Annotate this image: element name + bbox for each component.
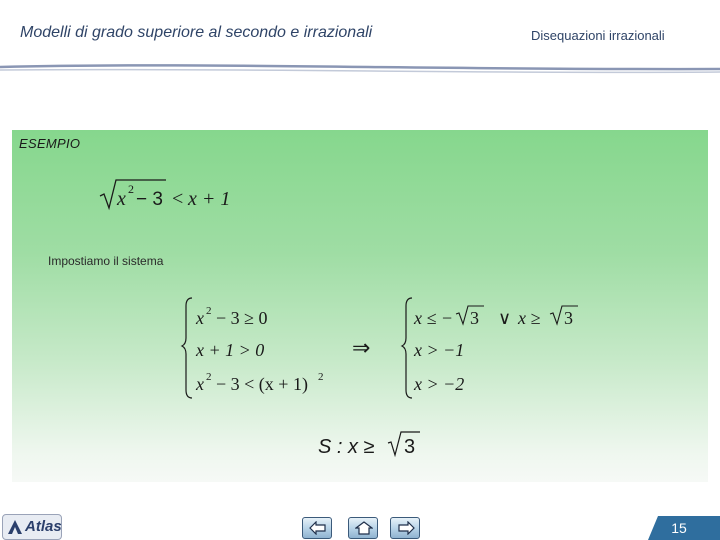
system-right-row-1-or: ∨ <box>498 308 512 328</box>
system-left-row-3-exp: 2 <box>206 371 212 383</box>
logo-text: Atlas <box>25 518 62 535</box>
radicand-rest: − 3 <box>136 189 163 210</box>
arrow-right-icon <box>397 521 415 535</box>
system-right-row-1-sqrt1: 3 <box>470 308 479 328</box>
home-icon <box>355 521 373 535</box>
page-number: 15 <box>671 520 687 536</box>
inequality-rhs: x + 1 <box>188 188 231 210</box>
solution <box>316 426 426 462</box>
system-right-row-1-sqrt2: 3 <box>564 308 573 328</box>
implies-symbol: ⇒ <box>352 335 371 360</box>
relation-sign: < <box>172 188 184 210</box>
atlas-logo <box>2 514 62 540</box>
system-right-row-1-part2: x ≥ <box>518 308 541 328</box>
intro-text: Impostiamo il sistema <box>48 254 164 268</box>
solution-prefix: S : x ≥ <box>318 436 375 458</box>
solution-radicand: 3 <box>404 436 416 458</box>
system-right <box>400 294 590 402</box>
system-left-row-3-exp2: 2 <box>318 371 324 383</box>
arrow-left-icon <box>309 521 327 535</box>
system-left-row-3-rest: − 3 < (x + 1) <box>216 374 308 394</box>
section-title: Disequazioni irrazionali <box>531 28 665 43</box>
radicand-var: x <box>117 188 126 210</box>
system-left-row-1-exp: 2 <box>206 305 212 317</box>
radicand-exp: 2 <box>128 182 134 196</box>
main-inequality <box>96 176 256 216</box>
system-right-row-1-part1: x ≤ − <box>414 308 454 328</box>
system-right-row-3: x > −2 <box>414 374 465 394</box>
back-button[interactable] <box>302 517 332 539</box>
example-label: ESEMPIO <box>19 136 81 151</box>
implies-arrow <box>352 336 382 360</box>
system-left-row-1-rest: − 3 ≥ 0 <box>216 308 268 328</box>
system-left-row-3-var: x <box>196 374 204 394</box>
system-left-row-1-var: x <box>196 308 204 328</box>
slide-title: Modelli di grado superiore al secondo e irrazionali <box>20 24 373 41</box>
forward-button[interactable] <box>390 517 420 539</box>
system-left <box>180 294 340 402</box>
logo-glyph-icon <box>7 519 23 535</box>
system-left-row-2: x + 1 > 0 <box>196 340 265 360</box>
home-button[interactable] <box>348 517 378 539</box>
system-right-row-2: x > −1 <box>414 340 465 360</box>
header-divider <box>0 58 720 78</box>
slide-header <box>0 0 720 80</box>
